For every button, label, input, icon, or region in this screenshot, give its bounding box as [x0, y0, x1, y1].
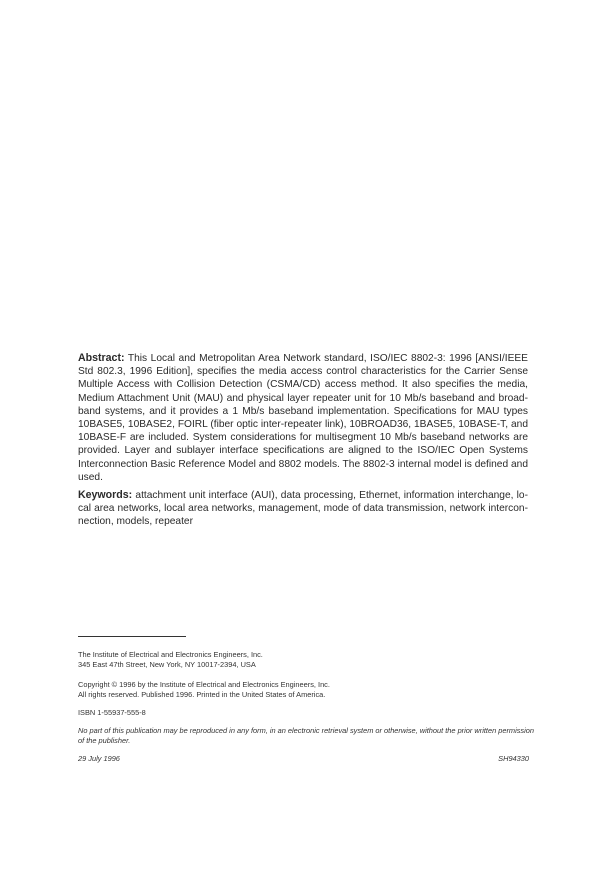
copyright-notice — [78, 680, 538, 699]
document-id: SH94330 — [498, 754, 529, 763]
abstract-label: Abstract: — [78, 352, 125, 364]
address-line: 345 East 47th Street, New York, NY 10017-2394, USA — [78, 659, 256, 669]
copyright-line: Copyright © 1996 by the Institute of Electrical and Electronics Engineers, Inc. — [78, 680, 330, 689]
reproduction-notice: No part of this publication may be reproduced in any form, in an electronic retrieval system or otherwise, without the prior written permission of the publisher. — [78, 726, 534, 745]
keywords-paragraph — [78, 489, 528, 529]
abstract-text: This Local and Metropolitan Area Network standard, ISO/IEC 8802-3: 1996 [ANSI/IEEE Std 802.3, 1996 Edition], specifies the media access control characteristics for the Carrier Sense Multiple Access with Collision Detection (CSMA/CD) access method. It also specifies the media, Medium Attachment Unit (MAU) and physical layer repeater unit for 10 Mb/s baseband and broad-band systems, and it provides a 1 Mb/s baseband implementation. Specifications for MAU types 10BASE5, 10BASE2, FOIRL (fiber optic inter-repeater link), 10BROAD36, 1BASE5, 10BASE-T, and 10BASE-F are included. System considerations for multisegment 10 Mb/s baseband networks are provided. Layer and sublayer interface specifications are aligned to the ISO/IEC Open Systems Interconnection Basic Reference Model and 8802 models. The 8802-3 internal model is defined and used. — [78, 353, 528, 483]
publication-date: 29 July 1996 — [78, 754, 120, 763]
footnote-divider — [78, 636, 186, 637]
rights-reserved-line: All rights reserved. Published 1996. Printed in the United States of America. — [78, 689, 326, 699]
publisher-line: The Institute of Electrical and Electronics Engineers, Inc. — [78, 650, 263, 659]
keywords-label: Keywords: — [78, 489, 133, 502]
abstract-paragraph — [78, 352, 528, 484]
publisher-address — [78, 650, 538, 669]
keywords-text: attachment unit interface (AUI), data processing, Ethernet, information interchange, lo-cal area networks, local area networks, management, mode of data transmission, network intercon-nection, models, repeater — [78, 490, 528, 528]
isbn: ISBN 1-55937-555-8 — [78, 708, 146, 717]
abstract-section — [78, 352, 528, 529]
